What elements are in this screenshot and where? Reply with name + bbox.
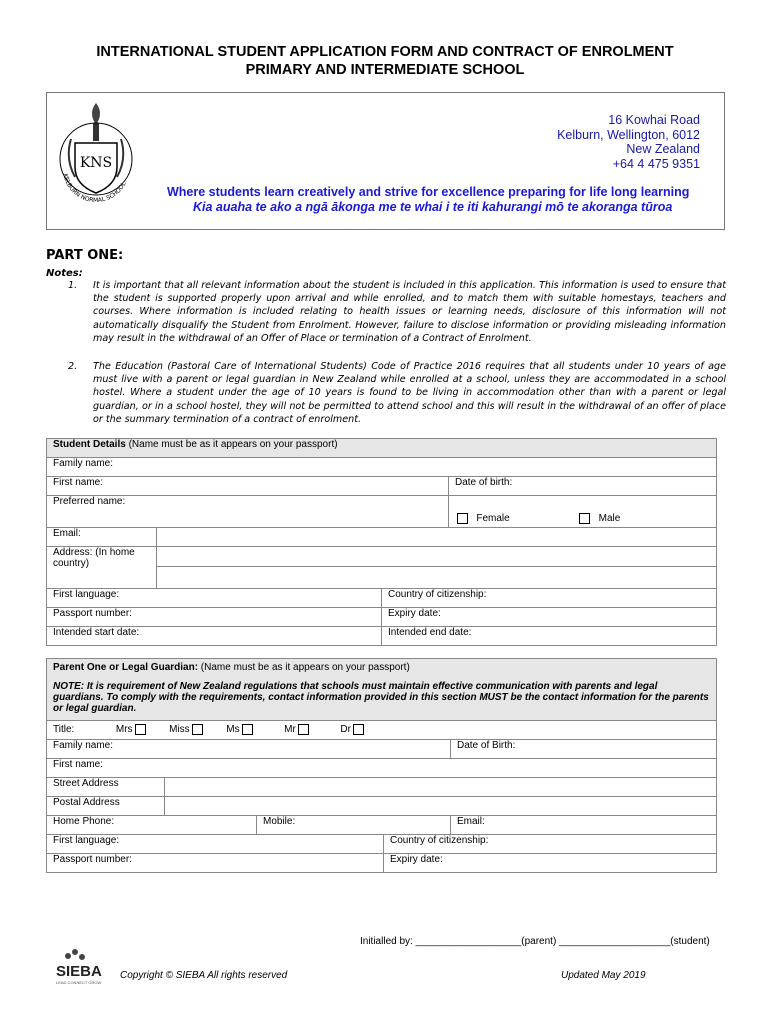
note-number: 2. — [68, 361, 78, 372]
sieba-subline: LEAD CONNECT GROW — [56, 980, 102, 985]
student-passport-field[interactable]: Passport number: — [47, 608, 382, 627]
notes-label: Notes: — [46, 268, 83, 279]
male-label: Male — [598, 513, 621, 524]
student-expiry-field[interactable]: Expiry date: — [382, 608, 717, 627]
student-address-line2[interactable] — [157, 567, 717, 589]
school-header — [46, 92, 725, 230]
address-line: 16 Kowhai Road — [608, 113, 700, 127]
student-start-date-field[interactable]: Intended start date: — [47, 627, 382, 646]
tagline-english: Where students learn creatively and strive for excellence preparing for life long learning — [167, 185, 690, 199]
student-email-label: Email: — [47, 528, 157, 547]
mr-checkbox[interactable] — [298, 724, 309, 735]
student-first-language-field[interactable]: First language: — [47, 589, 382, 608]
student-address-line1[interactable] — [157, 547, 717, 567]
student-dob-field[interactable]: Date of birth: — [449, 477, 717, 496]
miss-checkbox[interactable] — [192, 724, 203, 735]
parent-details-header: Parent One or Legal Guardian: (Name must be as it appears on your passport) NOTE: It is requirement of New Zealand regulations that schools must maintain effective communication with parents and legal guardians. To comply with the requirements, contact information provided in this section MUST be the contact information for the parents or legal guardian. — [47, 659, 717, 721]
form-title-line1: INTERNATIONAL STUDENT APPLICATION FORM AND CONTRACT OF ENROLMENT — [96, 44, 674, 60]
home-phone-field[interactable]: Home Phone: — [47, 816, 257, 835]
parent-passport-field[interactable]: Passport number: — [47, 854, 384, 873]
address-line: Kelburn, Wellington, 6012 — [557, 127, 700, 142]
part-one-heading: PART ONE: — [46, 248, 124, 263]
copyright-text: Copyright © SIEBA All rights reserved — [120, 970, 288, 981]
note-1 — [46, 279, 726, 345]
student-address-label: Address: (In home country) — [47, 547, 157, 589]
street-address-field[interactable] — [165, 778, 717, 797]
street-address-label: Street Address — [47, 778, 165, 797]
parent-first-language-field[interactable]: First language: — [47, 835, 384, 854]
gender-options — [449, 496, 717, 528]
tagline-maori: Kia auaha te ako a ngā ākonga me te whai i te iti kahurangi mō te akoranga tūroa — [193, 200, 673, 214]
student-details-table — [46, 438, 717, 646]
dr-checkbox[interactable] — [353, 724, 364, 735]
student-details-header: Student Details (Name must be as it appears on your passport) — [47, 439, 717, 458]
sieba-mark-icon — [54, 948, 114, 988]
parent-family-name-field[interactable]: Family name: — [47, 740, 451, 759]
logo-ring-text: KELBURN NORMAL SCHOOL — [61, 173, 128, 205]
parent-note: NOTE: It is requirement of New Zealand regulations that schools must maintain effective communication with parents and legal guardians. To comply with the requirements, contact information provided in this section MUST be the contact information for the parents or legal guardian. — [53, 681, 709, 714]
student-family-name-field[interactable]: Family name: — [47, 458, 717, 477]
initialled-by: Initialled by: ___________________(parent) ____________________(student) — [360, 936, 710, 947]
parent-details-table — [46, 658, 717, 873]
ms-checkbox[interactable] — [242, 724, 253, 735]
updated-date: Updated May 2019 — [561, 970, 646, 981]
female-label: Female — [476, 513, 510, 524]
school-crest-logo — [53, 99, 139, 213]
postal-address-label: Postal Address — [47, 797, 165, 816]
note-text: It is important that all relevant information about the student is included in this application. This information is used to ensure that the student is supported properly upon arrival and while enrolled, and to match them with suitable homestays, teachers and courses. Where information is included relating to health issues or learning needs, disclosure of this information will not automatically disqualify the Student from Enrolment. However, failure to disclose information or providing misleading information may result in the withdrawal of an Offer of Place or termination of a Contract of Enrolment. — [93, 280, 726, 344]
note-number: 1. — [68, 280, 78, 291]
parent-email-field[interactable]: Email: — [451, 816, 717, 835]
student-first-name-field[interactable]: First name: — [47, 477, 449, 496]
mobile-field[interactable]: Mobile: — [257, 816, 451, 835]
sieba-wordmark: SIEBA — [56, 963, 102, 980]
form-title-line2: PRIMARY AND INTERMEDIATE SCHOOL — [245, 62, 525, 78]
note-2 — [46, 360, 726, 426]
school-address — [557, 113, 700, 171]
male-checkbox[interactable] — [579, 513, 590, 524]
parent-citizenship-field[interactable]: Country of citizenship: — [384, 835, 717, 854]
address-line: New Zealand — [626, 142, 700, 156]
student-email-field[interactable] — [157, 528, 717, 547]
sieba-logo — [54, 948, 114, 988]
logo-initials: KNS — [79, 155, 113, 171]
female-checkbox[interactable] — [457, 513, 468, 524]
address-phone: +64 4 475 9351 — [612, 156, 700, 171]
parent-expiry-field[interactable]: Expiry date: — [384, 854, 717, 873]
postal-address-field[interactable] — [165, 797, 717, 816]
student-preferred-name-field[interactable]: Preferred name: — [47, 496, 449, 528]
student-end-date-field[interactable]: Intended end date: — [382, 627, 717, 646]
parent-dob-field[interactable]: Date of Birth: — [451, 740, 717, 759]
note-text: The Education (Pastoral Care of International Students) Code of Practice 2016 requires that all students under 10 years of age must live with a parent or legal guardian in New Zealand while enrolled at a school, unless they are accommodated in a school hostel. Where a student under the age of 10 years is found to be living in accommodation other than with a parent or legal guardian, or in a school hostel, they will not be permitted to attend school and this will result in the withdrawal of an offer of place or the summary termination of a contract of enrolment. — [93, 361, 726, 425]
parent-title-row: Title: Mrs Miss Ms Mr Dr — [47, 721, 717, 740]
parent-first-name-field[interactable]: First name: — [47, 759, 717, 778]
student-citizenship-field[interactable]: Country of citizenship: — [382, 589, 717, 608]
mrs-checkbox[interactable] — [135, 724, 146, 735]
